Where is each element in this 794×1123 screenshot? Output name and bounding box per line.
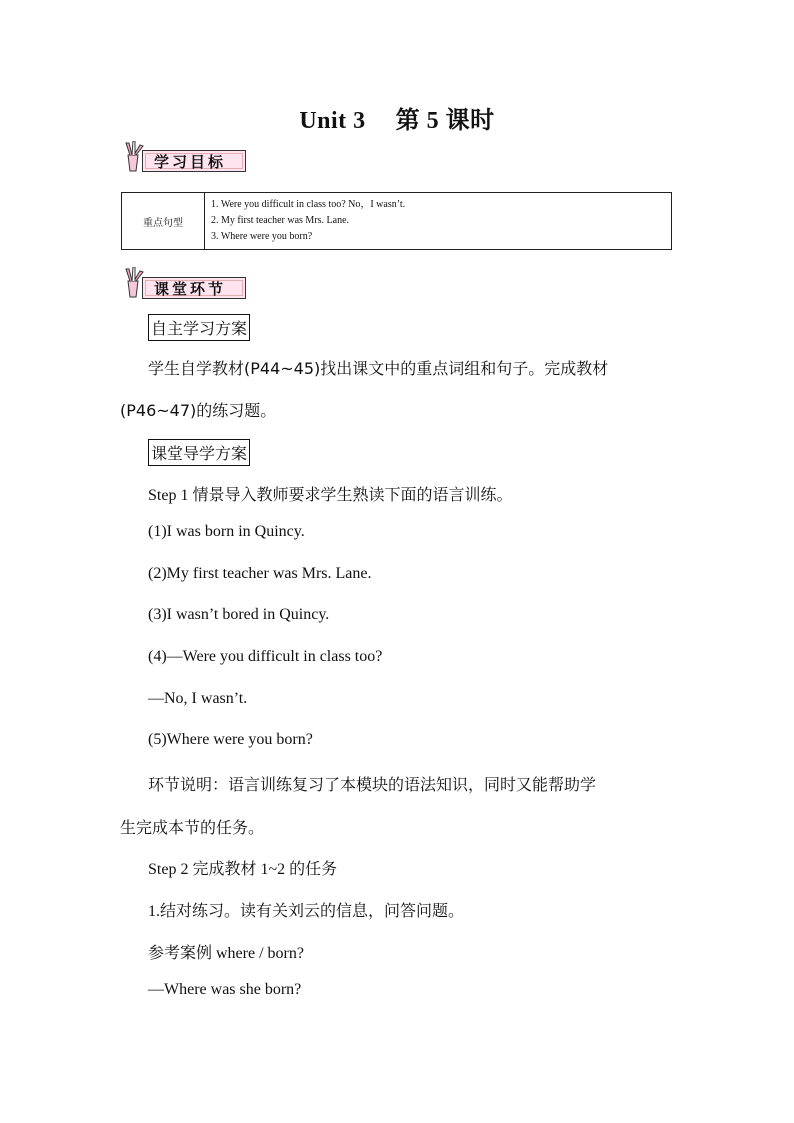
step1-heading: Step 1 情景导入教师要求学生熟读下面的语言训练。 xyxy=(148,487,513,504)
sentence: (4)—Were you difficult in class too? xyxy=(148,648,383,665)
goal-item: 1. Were you difficult in class too? No，I wasn’t. xyxy=(211,199,406,210)
section-guided: 课堂导学方案 xyxy=(148,439,250,466)
sentence: (2)My first teacher was Mrs. Lane. xyxy=(148,565,372,582)
goals-banner xyxy=(120,141,246,173)
task: 1.结对练习。读有关刘云的信息，问答问题。 xyxy=(148,903,465,920)
answer: —Where was she born? xyxy=(148,981,302,998)
paragraph: (P46~47)的练习题。 xyxy=(120,401,277,420)
classroom-banner xyxy=(120,267,246,299)
goals-banner-text: 学习目标 xyxy=(154,153,227,171)
goals-items xyxy=(205,193,672,250)
unit-label: Unit 3 xyxy=(299,108,366,134)
sentence: (1)I was born in Quincy. xyxy=(148,523,305,540)
sentence: —No, I wasn’t. xyxy=(148,690,248,707)
classroom-banner-text: 课堂环节 xyxy=(154,280,227,298)
sentence: (3)I wasn’t bored in Quincy. xyxy=(148,606,330,623)
lesson-label: 第 5 课时 xyxy=(395,108,495,134)
page-title xyxy=(0,100,794,135)
paragraph: 学生自学教材(P44~45)找出课文中的重点词组和句子。完成教材 xyxy=(148,359,609,378)
goals-label: 重点句型 xyxy=(122,193,205,250)
goals-table xyxy=(121,192,672,250)
note: 生完成本节的任务。 xyxy=(120,818,265,837)
note: 环节说明：语言训练复习了本模块的语法知识，同时又能帮助学 xyxy=(148,775,597,794)
section-self-study: 自主学习方案 xyxy=(148,314,250,341)
example: 参考案例 where / born? xyxy=(148,945,304,962)
sentence: (5)Where were you born? xyxy=(148,731,313,748)
goal-item: 2. My first teacher was Mrs. Lane. xyxy=(211,215,350,226)
step2-heading: Step 2 完成教材 1~2 的任务 xyxy=(148,861,338,878)
goal-item: 3. Where were you born? xyxy=(211,231,313,242)
